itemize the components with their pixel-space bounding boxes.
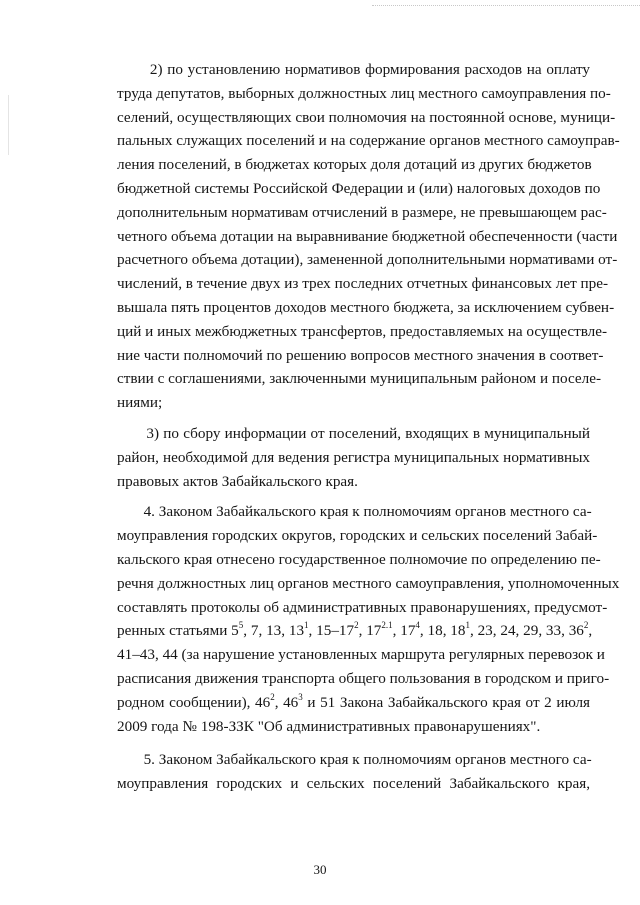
text-line: дополнительным нормативам отчислений в размере, не превышающем рас-	[117, 203, 607, 221]
page-number: 30	[313, 862, 327, 877]
superscript: 2.1	[381, 620, 393, 631]
text-segment: , 7, 13, 13	[243, 622, 305, 640]
text-line: 4. Законом Забайкальского края к полномочиям органов местного са-	[117, 503, 592, 521]
text-segment: , 46	[274, 693, 299, 711]
text-line: 3) по сбору информации от поселений, входящих в муниципальный	[117, 424, 590, 442]
superscript: 2	[270, 691, 275, 702]
superscript: 1	[465, 620, 470, 631]
text-line: 5. Законом Забайкальского края к полномочиям органов местного са-	[117, 751, 592, 769]
text-segment: , 15–17	[308, 622, 355, 640]
text-segment: , 18, 18	[419, 622, 466, 640]
text-line: расписания движения транспорта общего пользования в городском и приго-	[117, 669, 610, 687]
text-line: ствии с соглашениями, заключенными муниципальным районом и поселе-	[117, 370, 602, 388]
text-segment: , 17	[358, 622, 382, 640]
text-line: район, необходимой для ведения регистра муниципальных нормативных	[117, 448, 590, 466]
text-segment: , 17	[392, 622, 416, 640]
text-line: 2009 года № 198-ЗЗК "Об административных правонарушениях".	[117, 717, 541, 735]
superscript: 2	[354, 620, 359, 631]
superscript: 4	[415, 620, 420, 631]
document-body	[117, 58, 620, 796]
text-segment: ,	[588, 622, 593, 640]
text-line	[117, 691, 590, 715]
text-segment: ренных статьями 5	[117, 622, 239, 640]
text-segment: , 23, 24, 29, 33, 36	[469, 622, 584, 640]
text-line: ления поселений, в бюджетах которых доля дотаций из других бюджетов	[117, 156, 592, 174]
text-line: вышала пять процентов доходов местного бюджета, за исключением субвен-	[117, 298, 615, 316]
text-line: четного объема дотации на выравнивание бюджетной обеспеченности (части	[117, 227, 618, 245]
text-line: ние части полномочий по решению вопросов местного значения в соответ-	[117, 346, 604, 364]
text-line: моуправления городских округов, городских и сельских поселений Забай-	[117, 527, 598, 545]
text-line: кальского края отнесено государственное полномочие по определению пе-	[117, 550, 601, 568]
superscript: 2	[583, 620, 589, 631]
text-line: речня должностных лиц органов местного самоуправления, уполномоченных	[117, 574, 620, 592]
text-line: числений, в течение двух из трех последних отчетных финансовых лет пре-	[117, 275, 609, 293]
text-line: моуправления городских и сельских поселений Забайкальского края,	[117, 775, 590, 793]
text-line: расчетного объема дотации), замененной дополнительными нормативами от-	[117, 251, 618, 269]
text-line: селений, осуществляющих свои полномочия на постоянной основе, муници-	[117, 108, 616, 126]
scan-artifact-left	[8, 95, 9, 155]
text-line: пальных служащих поселений и на содержание органов местного самоуправ-	[117, 132, 620, 150]
superscript: 5	[238, 620, 244, 631]
text-line: правовых актов Забайкальского края.	[117, 472, 358, 490]
text-line: 41–43, 44 (за нарушение установленных маршрута регулярных перевозок и	[117, 646, 605, 664]
text-line: труда депутатов, выборных должностных лиц местного самоуправления по-	[117, 84, 611, 102]
text-line: ций и иных межбюджетных трансфертов, предоставляемых на осуществле-	[117, 322, 608, 340]
text-segment: родном сообщении), 46	[117, 693, 271, 711]
superscript: 3	[298, 691, 303, 702]
text-line: ниями;	[117, 394, 163, 412]
scan-artifact-top	[372, 5, 640, 8]
text-line: бюджетной системы Российской Федерации и (или) налоговых доходов по	[117, 179, 601, 197]
text-line: 2) по установлению нормативов формирования расходов на оплату	[117, 61, 590, 78]
superscript: 1	[304, 620, 309, 631]
text-segment: и 51 Закона Забайкальского края от 2 июля	[302, 693, 591, 711]
text-line	[117, 619, 593, 643]
text-line: составлять протоколы об административных правонарушениях, предусмот-	[117, 598, 608, 616]
